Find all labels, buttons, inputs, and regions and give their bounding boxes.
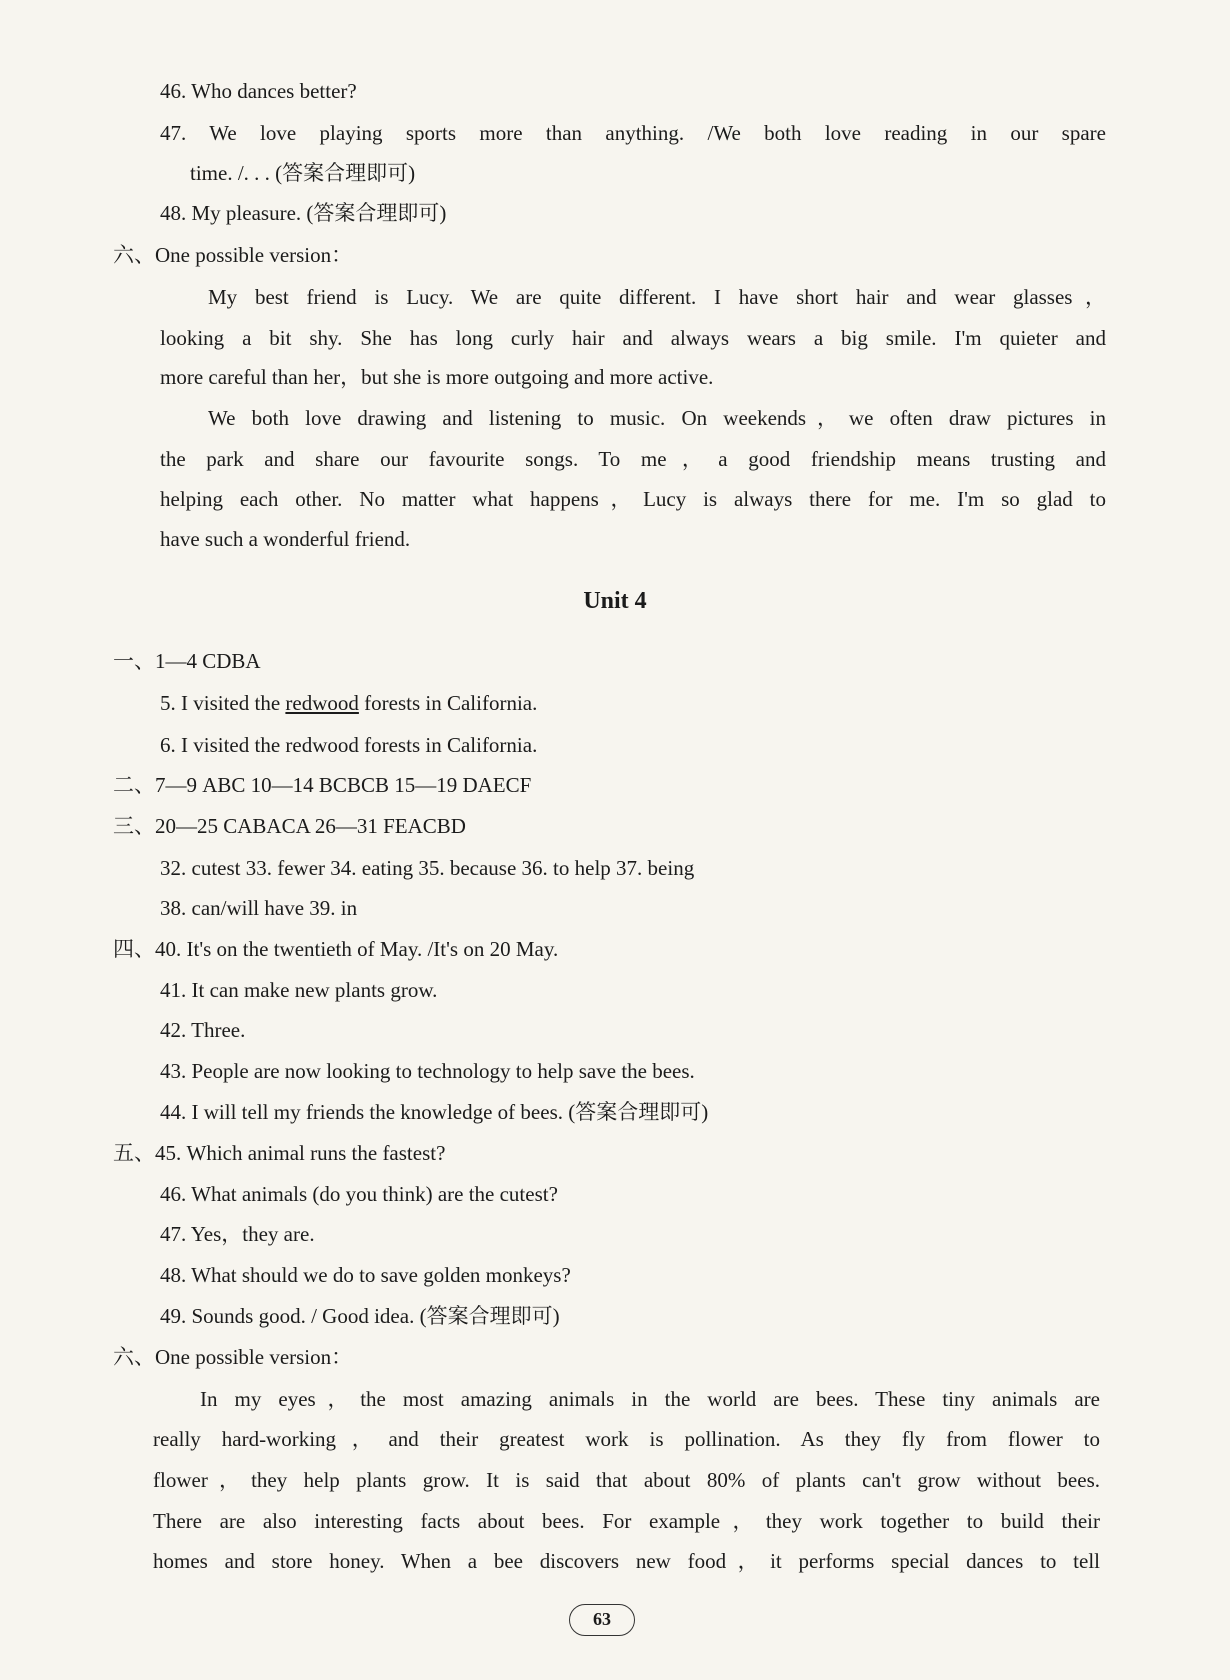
unit-title: Unit 4 <box>583 588 647 614</box>
answer-47-line1: 47. We love playing sports more than anything. /We both love reading in our spare <box>160 121 1106 145</box>
answer-47b: 47. Yes，they are. <box>160 1222 315 1246</box>
answer-48b: 48. What should we do to save golden monkeys? <box>160 1263 571 1287</box>
section-6-heading: 六、One possible version： <box>113 243 353 267</box>
answer-5: 5. I visited the redwood forests in California. <box>160 691 538 715</box>
answer-40: 四、40. It's on the twentieth of May. /It's on 20 May. <box>113 937 559 961</box>
answer-46b: 46. What animals (do you think) are the cutest? <box>160 1182 558 1206</box>
essay1-line: looking a bit shy. She has long curly hair and always wears a big smile. I'm quieter and <box>160 326 1106 350</box>
answer-48: 48. My pleasure. (答案合理即可) <box>160 201 447 225</box>
answer-42: 42. Three. <box>160 1018 246 1042</box>
essay1-line: helping each other. No matter what happens，Lucy is always there for me. I'm so glad to <box>160 487 1106 511</box>
essay2-line: flower，they help plants grow. It is said that about 80% of plants can't grow without bees. <box>153 1468 1100 1492</box>
essay1-line: the park and share our favourite songs. To me，a good friendship means trusting and <box>160 447 1106 471</box>
answer-49: 49. Sounds good. / Good idea. (答案合理即可) <box>160 1304 560 1328</box>
essay1-line: My best friend is Lucy. We are quite different. I have short hair and wear glasses， <box>208 285 1106 309</box>
essay2-line: homes and store honey. When a bee discovers new food，it performs special dances to tell <box>153 1549 1100 1573</box>
essay2-line: There are also interesting facts about bees. For example，they work together to build their <box>153 1509 1100 1533</box>
essay2-line: In my eyes，the most amazing animals in the world are bees. These tiny animals are <box>200 1387 1100 1411</box>
answer-43: 43. People are now looking to technology to help save the bees. <box>160 1059 695 1083</box>
section-3-answers: 三、20—25 CABACA 26—31 FEACBD <box>113 814 466 838</box>
essay1-line: have such a wonderful friend. <box>160 527 411 551</box>
section-3-words: 32. cutest 33. fewer 34. eating 35. because 36. to help 37. being <box>160 856 695 880</box>
essay1-line: We both love drawing and listening to music. On weekends，we often draw pictures in <box>208 406 1106 430</box>
answer-47-line2: time. /. . . (答案合理即可) <box>190 161 416 185</box>
section-3-words-2: 38. can/will have 39. in <box>160 896 358 920</box>
essay2-line: really hard-working，and their greatest work is pollination. As they fly from flower to <box>153 1427 1100 1451</box>
page-number: 63 <box>569 1604 635 1636</box>
answer-6: 6. I visited the redwood forests in California. <box>160 733 538 757</box>
answer-44: 44. I will tell my friends the knowledge of bees. (答案合理即可) <box>160 1100 709 1124</box>
answer-45: 五、45. Which animal runs the fastest? <box>113 1141 446 1165</box>
essay1-line: more careful than her，but she is more outgoing and more active. <box>160 365 714 389</box>
answer-41: 41. It can make new plants grow. <box>160 978 438 1002</box>
section-6b-heading: 六、One possible version： <box>113 1345 353 1369</box>
section-2-answers: 二、7—9 ABC 10—14 BCBCB 15—19 DAECF <box>113 773 532 797</box>
section-1-answers: 一、1—4 CDBA <box>113 649 261 673</box>
answer-46: 46. Who dances better? <box>160 79 357 103</box>
underlined-word: redwood <box>285 691 359 715</box>
